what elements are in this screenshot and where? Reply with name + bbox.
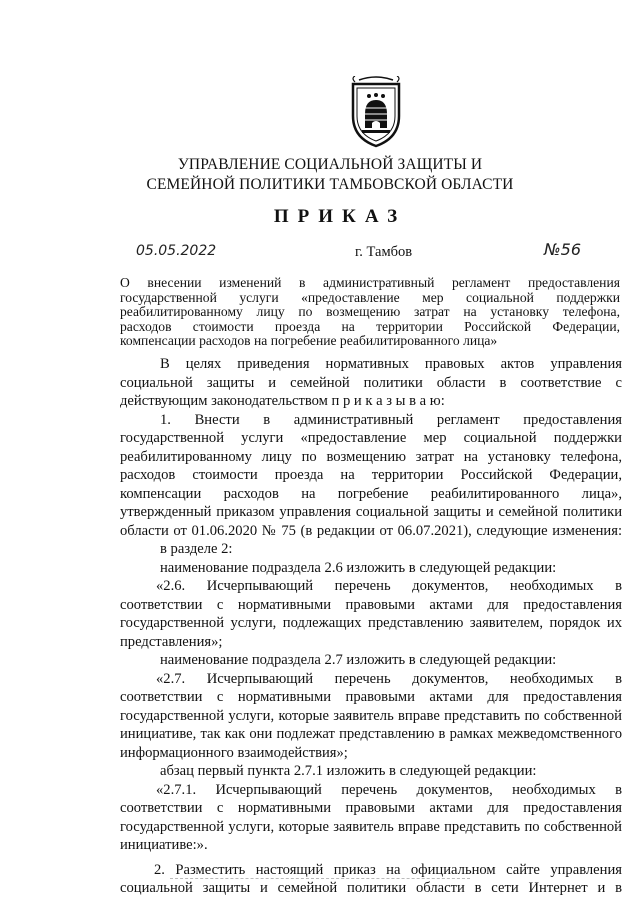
organization-name bbox=[100, 155, 560, 195]
body-line: соответствии с нормативными правовыми актами для предоставления bbox=[120, 800, 622, 816]
body-line: утвержденный приказом управления социальной защиты и семейной политики bbox=[120, 504, 622, 520]
body-line: информационного взаимодействия»; bbox=[120, 744, 348, 761]
body-line: социальной защиты и семейной политики области в соответствие с bbox=[120, 374, 622, 391]
body-line: социальной защиты и семейной политики области в сети Интернет и в bbox=[120, 880, 622, 896]
subject-line: государственной услуги «предоставление мер социальной поддержки bbox=[120, 289, 620, 305]
body-line: реабилитированному лицу по возмещению затрат на установку телефона, bbox=[120, 448, 622, 465]
beehive-shield-icon bbox=[345, 76, 407, 148]
order-city: г. Тамбов bbox=[355, 244, 413, 260]
body-line: государственной услуги, подлежащих представлению заявителем, порядок их bbox=[120, 615, 622, 631]
body-line: соответствии с нормативными правовыми актами для предоставления bbox=[120, 596, 622, 613]
coat-of-arms-emblem bbox=[345, 76, 407, 148]
body-line: области от 01.06.2020 № 75 (в редакции от 06.07.2021), следующие изменения: bbox=[120, 522, 622, 539]
body-line: абзац первый пункта 2.7.1 изложить в следующей редакции: bbox=[160, 763, 537, 779]
body-line: «2.7. Исчерпывающий перечень документов, необходимых в bbox=[156, 670, 622, 687]
subject-line: реабилитированному лицу по возмещению затрат на установку телефона, bbox=[120, 304, 620, 320]
body-line: государственной услуги, которые заявитель вправе представить по собственной bbox=[120, 818, 622, 835]
body-line: 2. Разместить настоящий приказ на официальном сайте управления bbox=[154, 861, 622, 878]
subject-line: расходов стоимости проезда на территории Российской Федерации, bbox=[120, 318, 620, 334]
order-date: 05.05.2022 bbox=[136, 243, 217, 259]
body-line: «2.6. Исчерпывающий перечень документов, необходимых в bbox=[156, 578, 622, 594]
body-line: компенсации расходов на погребение реабилитированного лица», bbox=[120, 485, 622, 502]
body-line: инициативе, так как они подлежат представлению в рамках межведомственного bbox=[120, 726, 622, 742]
body-line: В целях приведения нормативных правовых актов управления bbox=[160, 356, 622, 372]
body-line: наименование подраздела 2.7 изложить в следующей редакции: bbox=[160, 652, 557, 668]
body-line: действующим законодательством п р и к а з ы в а ю: bbox=[120, 393, 445, 409]
body-line: государственной услуги «предоставление мер социальной поддержки bbox=[120, 430, 622, 446]
document-type-title: ПРИКАЗ bbox=[273, 206, 407, 227]
body-line: соответствии с нормативными правовыми актами для предоставления bbox=[120, 689, 622, 705]
order-subject bbox=[120, 276, 620, 349]
org-line-2: СЕМЕЙНОЙ ПОЛИТИКИ ТАМБОВСКОЙ ОБЛАСТИ bbox=[146, 176, 514, 193]
scan-edge-artifact bbox=[170, 878, 470, 880]
order-body bbox=[120, 355, 622, 898]
body-line: 1. Внести в административный регламент предоставления bbox=[160, 411, 622, 428]
subject-line: О внесении изменений в административный регламент предоставления bbox=[120, 275, 620, 290]
subject-line: компенсации расходов на погребение реабилитированного лица» bbox=[120, 333, 498, 349]
body-line: наименование подраздела 2.6 изложить в следующей редакции: bbox=[160, 559, 557, 576]
body-line: расходов стоимости проезда на территории Российской Федерации, bbox=[120, 467, 622, 483]
org-line-1: УПРАВЛЕНИЕ СОЦИАЛЬНОЙ ЗАЩИТЫ И bbox=[177, 156, 483, 173]
body-line: «2.7.1. Исчерпывающий перечень документов, необходимых в bbox=[156, 781, 622, 798]
body-line: в разделе 2: bbox=[160, 541, 233, 557]
body-line: инициативе:». bbox=[120, 837, 208, 853]
body-line: представления»; bbox=[120, 633, 223, 650]
order-number: №56 bbox=[544, 240, 581, 259]
body-line: государственной услуги, которые заявитель вправе представить по собственной bbox=[120, 707, 622, 724]
